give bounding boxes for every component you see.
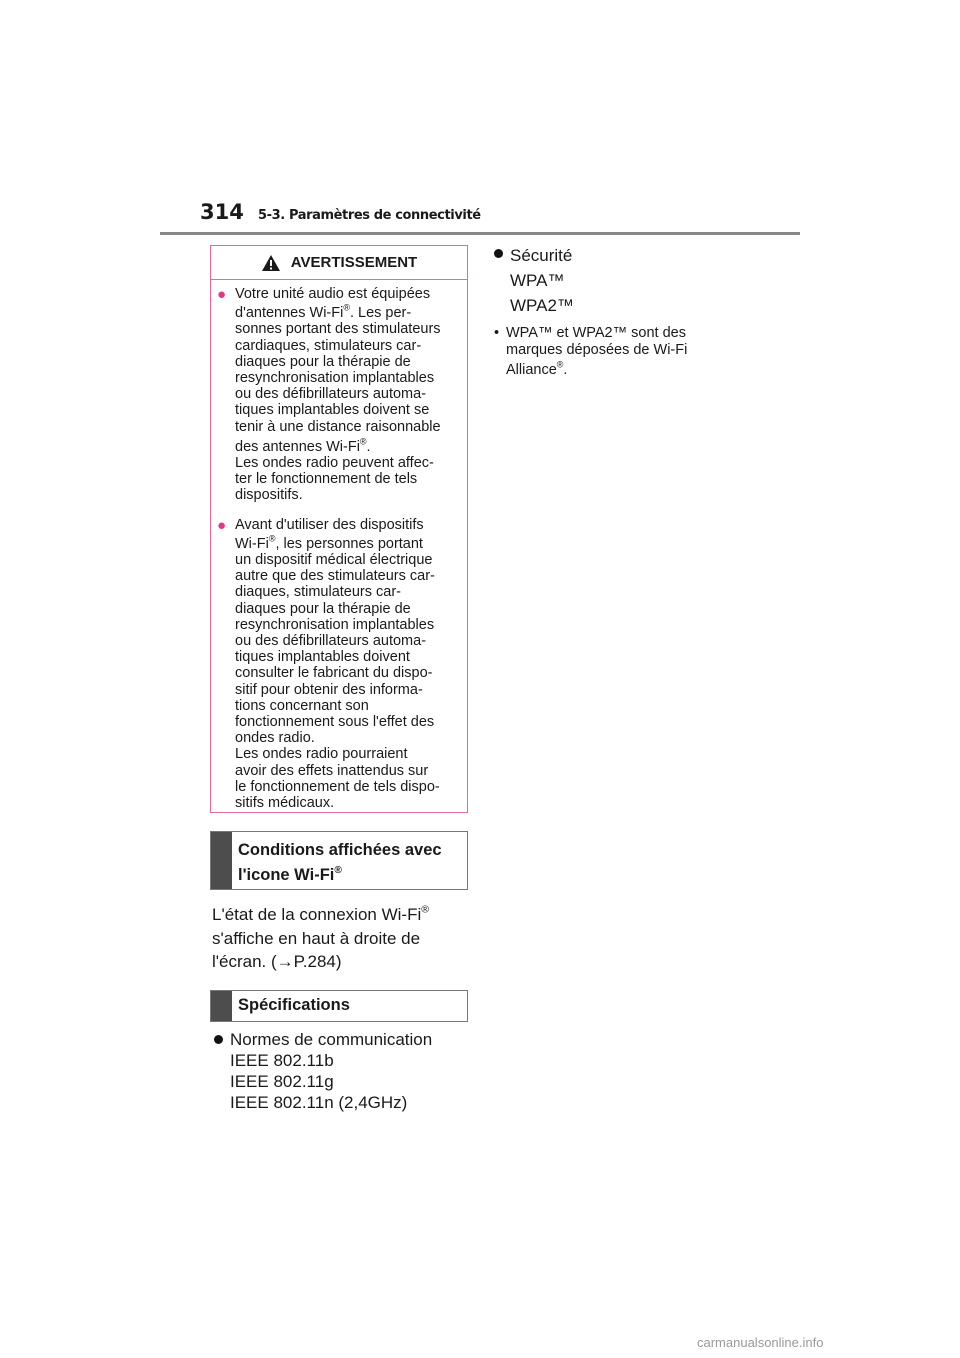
text-line: Avant d'utiliser des dispositifs [235, 516, 424, 533]
text-line: diaques pour la thérapie de [235, 600, 411, 617]
heading-line: l'icone Wi-Fi® [238, 864, 342, 884]
warning-header [211, 246, 467, 280]
spec-communication [214, 1029, 464, 1113]
text-line: d'antennes Wi-Fi®. Les per- [235, 302, 412, 322]
watermark: carmanualsonline.info [697, 1335, 824, 1350]
text-line: diaques, stimulateurs car- [235, 584, 402, 601]
header-rule [160, 232, 800, 235]
warning-box [210, 245, 468, 813]
text-line: le fonctionnement de tels dispo- [235, 778, 440, 795]
heading-bar [211, 832, 232, 889]
text-line: Les ondes radio peuvent affec- [235, 455, 434, 472]
text-line: tenir à une distance raisonnable [235, 418, 441, 435]
text-line: ondes radio. [235, 730, 315, 747]
text-line: tiques implantables doivent [235, 649, 410, 666]
heading-line: Conditions affichées avec [238, 841, 442, 859]
text-line: cardiaques, stimulateurs car- [235, 337, 422, 354]
text-line: Les ondes radio pourraient [235, 746, 408, 763]
bullet-icon [214, 1035, 223, 1044]
note-line: marques déposées de Wi-Fi [506, 342, 688, 358]
note-line: Alliance®. [506, 359, 568, 378]
page-number: 314 [200, 200, 244, 224]
warning-triangle-icon [261, 254, 281, 272]
warning-bullet-icon: ● [217, 516, 227, 534]
text-line: sitif pour obtenir des informa- [235, 681, 423, 698]
text-line: diaques pour la thérapie de [235, 353, 411, 370]
text-line: Wi-Fi®, les personnes portant [235, 533, 423, 552]
heading-line: Spécifications [238, 996, 350, 1014]
spec-value: IEEE 802.11b [230, 1051, 334, 1070]
text-line: resynchronisation implantables [235, 616, 435, 633]
spec-label: Sécurité [510, 246, 573, 265]
text-line: tions concernant son [235, 697, 369, 714]
text-line: tiques implantables doivent se [235, 402, 430, 419]
warning-bullet-icon: ● [217, 286, 227, 303]
text-line: dispositifs. [235, 487, 303, 504]
arrow-icon: → [276, 952, 294, 971]
text-line: un dispositif médical électrique [235, 552, 433, 569]
section-title: 5-3. Paramètres de connectivité [258, 208, 481, 223]
note-bullet-icon: • [494, 325, 500, 341]
text-line: autre que des stimulateurs car- [235, 568, 435, 585]
text-line: sonnes portant des stimulateurs [235, 321, 441, 338]
text-line: sitifs médicaux. [235, 795, 335, 812]
specifications-heading [210, 990, 468, 1022]
text-line: des antennes Wi-Fi®. [235, 436, 371, 455]
conditions-paragraph: L'état de la connexion Wi-Fi® s'affiche en haut à droite de l'écran. (→P.284) [212, 903, 430, 971]
warning-item-medical-devices [217, 517, 461, 812]
trademark-note [494, 325, 754, 379]
text-line: resynchronisation implantables [235, 370, 435, 387]
page-link[interactable]: P.284) [293, 952, 342, 971]
text-line: ou des défibrillateurs automa- [235, 633, 427, 650]
spec-security [494, 243, 754, 318]
spec-value: WPA™ [510, 271, 565, 290]
spec-value: WPA2™ [510, 296, 574, 315]
text-line: ter le fonctionnement de tels [235, 471, 418, 488]
spec-label: Normes de communication [230, 1030, 433, 1049]
bullet-icon [494, 249, 503, 258]
warning-title: AVERTISSEMENT [290, 254, 418, 271]
text-line: Votre unité audio est équipées [235, 286, 431, 302]
text-line: fonctionnement sous l'effet des [235, 714, 435, 731]
note-line: WPA™ et WPA2™ sont des [506, 325, 686, 341]
warning-item-antennas [217, 286, 461, 504]
conditions-heading [210, 831, 468, 890]
spec-value: IEEE 802.11n (2,4GHz) [230, 1093, 408, 1112]
text-line: consulter le fabricant du dispo- [235, 665, 433, 682]
text-line: avoir des effets inattendus sur [235, 762, 429, 779]
spec-value: IEEE 802.11g [230, 1072, 334, 1091]
text-line: ou des défibrillateurs automa- [235, 386, 427, 403]
heading-bar [211, 991, 232, 1021]
